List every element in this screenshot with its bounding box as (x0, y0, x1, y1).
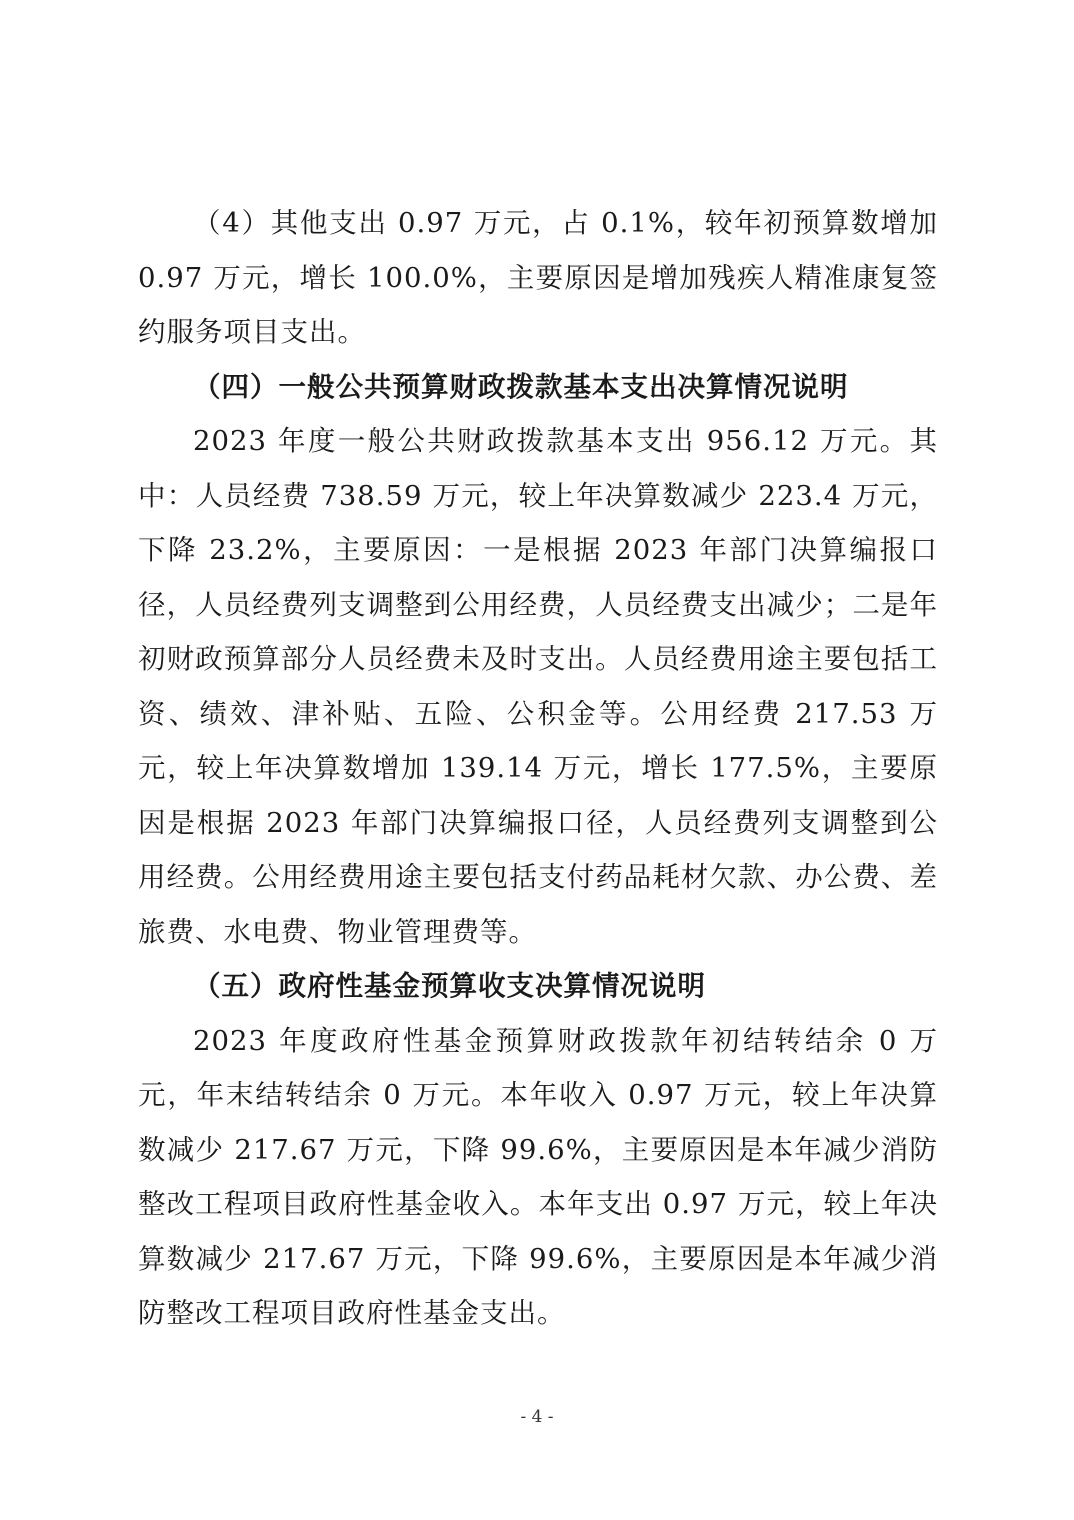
paragraph-government-fund: 2023 年度政府性基金预算财政拨款年初结转结余 0 万元，年末结转结余 0 万元。本年收入 0.97 万元，较上年决算数减少 217.67 万元，下降 99.6%，主要原因是本年减少消防整改工程项目政府性基金收入。本年支出 0.97 万元，较上年决算数减少 217.67 万元，下降 99.6%，主要原因是本年减少消防整改工程项目政府性基金支出。 (138, 1024, 938, 1329)
section-heading-basic-expenditure: （四）一般公共预算财政拨款基本支出决算情况说明 (193, 370, 849, 403)
section-heading-government-fund: （五）政府性基金预算收支决算情况说明 (193, 970, 706, 1002)
paragraph-other-expenses: （4）其他支出 0.97 万元，占 0.1%，较年初预算数增加 0.97 万元，增长 100.0%，主要原因是增加残疾人精准康复签约服务项目支出。 (138, 207, 938, 348)
page-number: - 4 - (520, 1407, 554, 1427)
document-body (138, 196, 938, 1341)
paragraph-basic-expenditure: 2023 年度一般公共财政拨款基本支出 956.12 万元。其中：人员经费 738.59 万元，较上年决算数减少 223.4 万元，下降 23.2%，主要原因：一是根据 2023 年部门决算编报口径，人员经费列支调整到公用经费，人员经费支出减少；二是年初财政预算部分人员经费未及时支出。人员经费用途主要包括工资、绩效、津补贴、五险、公积金等。公用经费 217.53 万元，较上年决算数增加 139.14 万元，增长 177.5%，主要原因是根据 2023 年部门决算编报口径，人员经费列支调整到公用经费。公用经费用途主要包括支付药品耗材欠款、办公费、差旅费、水电费、物业管理费等。 (138, 425, 938, 948)
